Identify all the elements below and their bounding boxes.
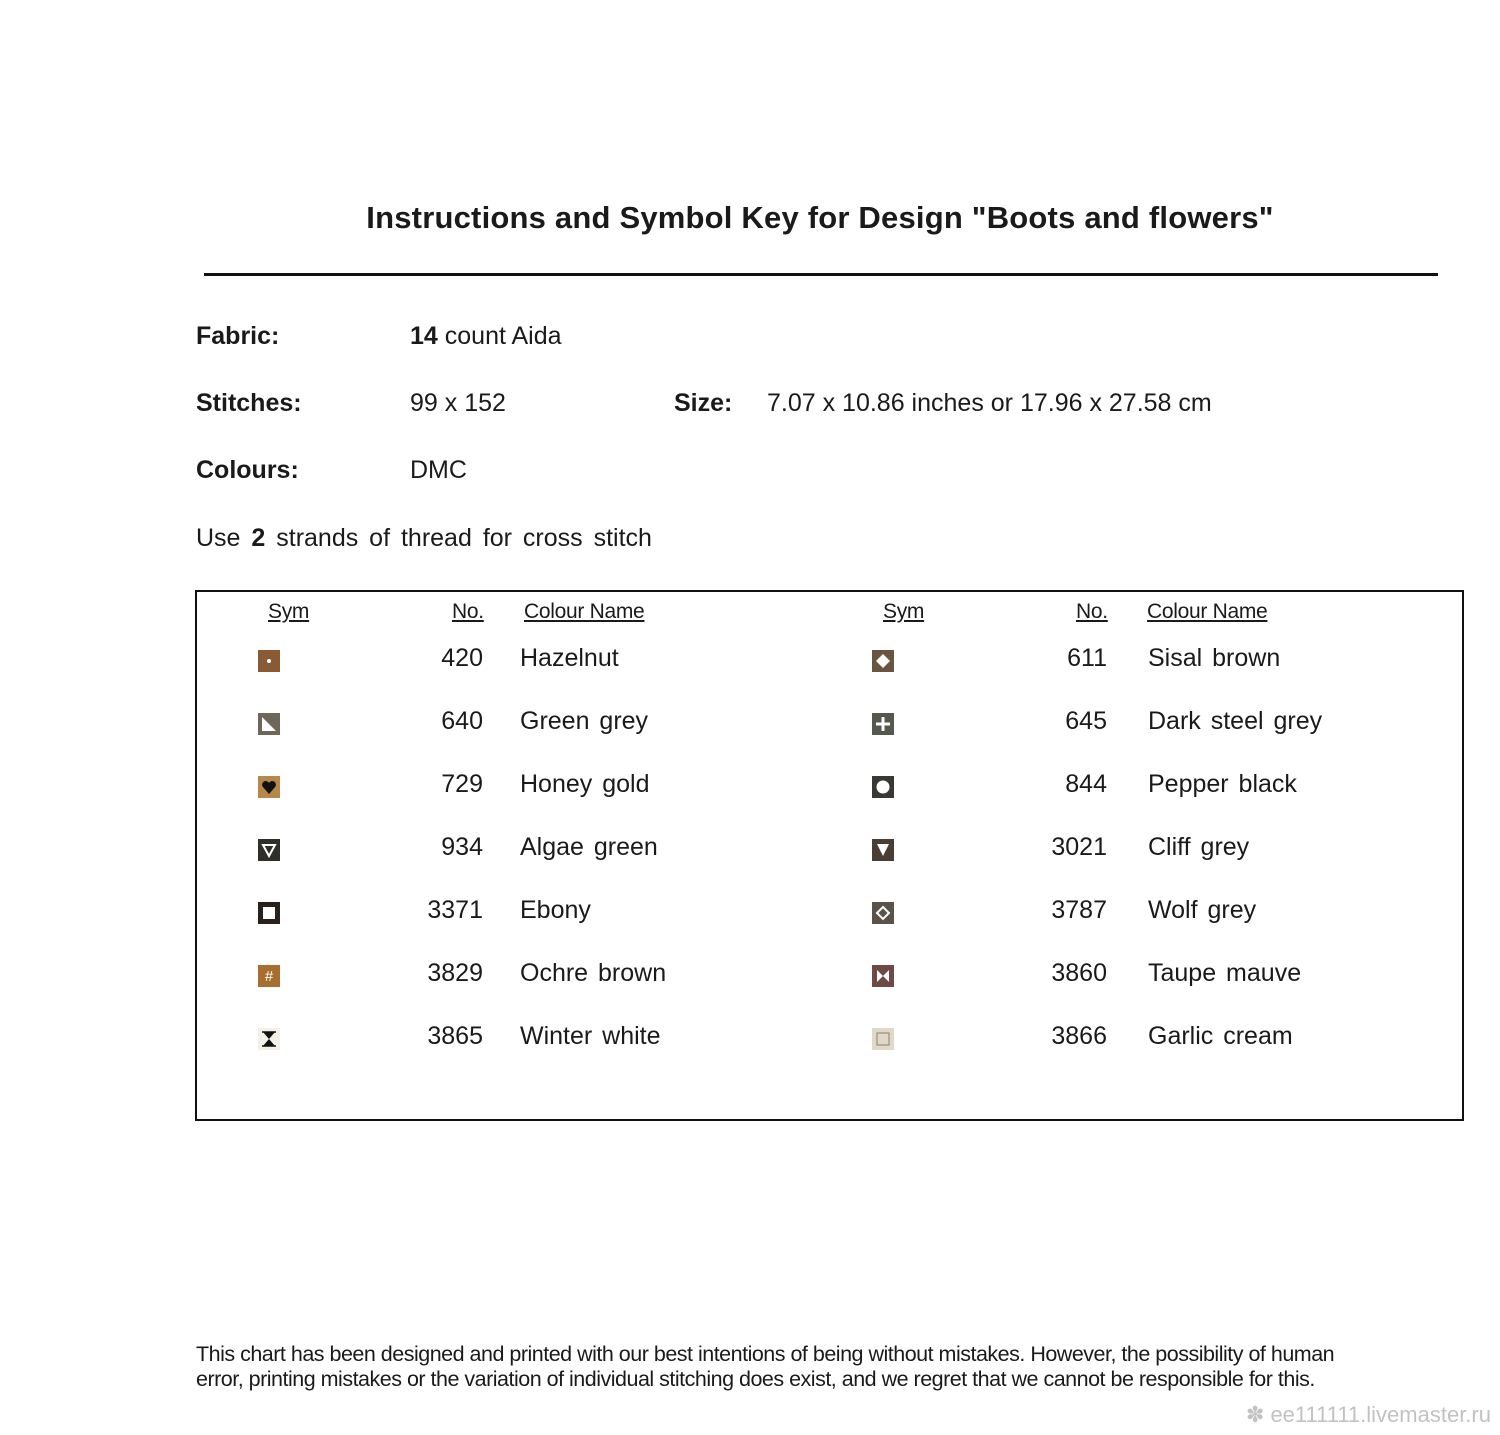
page-title: Instructions and Symbol Key for Design "Boots and flowers" <box>366 200 1274 235</box>
header-sym-right: Sym <box>883 600 925 623</box>
colour-name: Dark steel grey <box>1148 707 1323 735</box>
gear-icon: ✽ <box>1246 1402 1265 1427</box>
bowtie-icon <box>872 965 894 987</box>
title-divider <box>204 273 1438 276</box>
half-triangle-icon <box>258 713 280 735</box>
heart-icon <box>258 776 280 798</box>
colour-name: Sisal brown <box>1148 644 1281 672</box>
dmc-number: 640 <box>441 707 483 735</box>
header-no-left: No. <box>452 600 484 623</box>
colour-name: Algae green <box>520 833 658 861</box>
svg-text:#: # <box>264 968 274 985</box>
down-triangle-icon <box>872 839 894 861</box>
plus-icon <box>872 713 894 735</box>
fabric-count: 14 <box>410 322 438 350</box>
dmc-number: 3021 <box>1051 833 1107 861</box>
dmc-number: 3860 <box>1051 959 1107 987</box>
colours-value: DMC <box>410 456 467 484</box>
disclaimer-line-1: This chart has been designed and printed with our best intentions of being without mistakes. However, the possibility of human <box>196 1342 1335 1366</box>
colour-name: Ochre brown <box>520 959 667 987</box>
symbol-key-table <box>195 590 1464 1121</box>
fabric-type: count Aida <box>437 322 562 350</box>
dmc-number: 934 <box>441 833 483 861</box>
disclaimer-line-2: error, printing mistakes or the variation of individual stitching does exist, and we regret that we cannot be responsible for this. <box>196 1367 1315 1391</box>
fabric-label: Fabric: <box>196 322 280 350</box>
hash-icon <box>258 965 280 987</box>
colour-name: Winter white <box>520 1022 661 1050</box>
colour-name: Wolf grey <box>1148 896 1257 924</box>
size-value: 7.07 x 10.86 inches or 17.96 x 27.58 cm <box>767 389 1212 417</box>
hollow-square-icon <box>258 902 280 924</box>
dmc-number: 3787 <box>1051 896 1107 924</box>
circle-icon <box>872 776 894 798</box>
strand-instruction <box>196 524 652 553</box>
dmc-number: 420 <box>441 644 483 672</box>
colour-name: Hazelnut <box>520 644 619 672</box>
fabric-value <box>410 322 562 351</box>
header-colour-name-left: Colour Name <box>524 600 645 623</box>
dot-icon <box>258 650 280 672</box>
watermark-text: ee111111.livemaster.ru <box>1270 1402 1491 1427</box>
colour-name: Green grey <box>520 707 649 735</box>
diamond-outline-icon <box>872 902 894 924</box>
square-outline-icon <box>872 1028 894 1050</box>
dmc-number: 844 <box>1065 770 1107 798</box>
disclaimer <box>196 1342 1456 1392</box>
watermark <box>1246 1402 1491 1428</box>
colours-label: Colours: <box>196 456 299 484</box>
hourglass-icon <box>258 1028 280 1050</box>
dmc-number: 3865 <box>427 1022 483 1050</box>
instruction-text-start: Use <box>196 524 252 552</box>
dmc-number: 3371 <box>427 896 483 924</box>
dmc-number: 3866 <box>1051 1022 1107 1050</box>
header-no-right: No. <box>1076 600 1108 623</box>
dmc-number: 645 <box>1065 707 1107 735</box>
header-sym-left: Sym <box>268 600 310 623</box>
diamond-icon <box>872 650 894 672</box>
colour-name: Honey gold <box>520 770 650 798</box>
dmc-number: 729 <box>441 770 483 798</box>
down-triangle-outline-icon <box>258 839 280 861</box>
colour-name: Ebony <box>520 896 591 924</box>
dmc-number: 611 <box>1067 644 1107 672</box>
stitches-value: 99 x 152 <box>410 389 506 417</box>
dmc-number: 3829 <box>427 959 483 987</box>
size-label: Size: <box>674 389 733 417</box>
colour-name: Pepper black <box>1148 770 1297 798</box>
colour-name: Cliff grey <box>1148 833 1250 861</box>
strand-count: 2 <box>251 524 266 552</box>
colour-name: Taupe mauve <box>1148 959 1302 987</box>
stitches-label: Stitches: <box>196 389 302 417</box>
colour-name: Garlic cream <box>1148 1022 1293 1050</box>
header-colour-name-right: Colour Name <box>1147 600 1268 623</box>
instruction-text-end: strands of thread for cross stitch <box>265 524 652 552</box>
